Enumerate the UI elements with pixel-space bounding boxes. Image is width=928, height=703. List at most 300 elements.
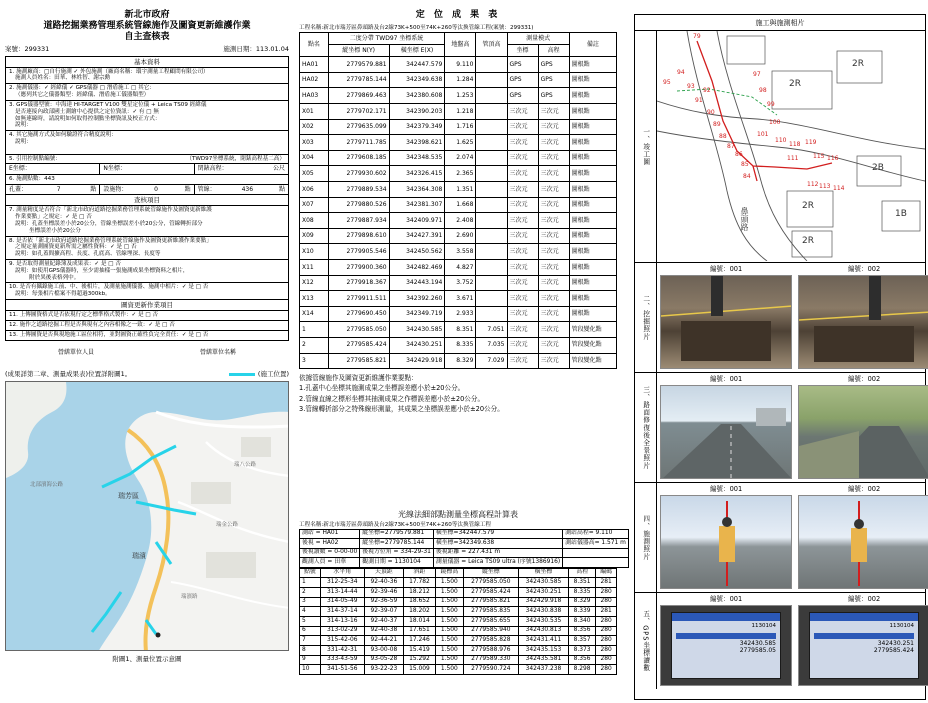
calc-col-d: 斜距: [404, 568, 436, 578]
calc-cell: 3: [300, 597, 321, 607]
position-cell-n: 2779585.050: [328, 322, 389, 338]
photo-cell: [795, 373, 928, 482]
gps-reading-date: 1130104: [751, 623, 776, 629]
position-cell-r: 圖根點: [569, 244, 616, 260]
calc-row: [300, 597, 617, 607]
position-cell-r: 圖根點: [569, 166, 616, 182]
item-9: 9. 是否取得測量紀錄簿及成果表：✓ 是 □ 否 說明：如使用GPS儀器時，至少需抽樣一張施測成果坐標資料之相片， 附於異後表格列中。: [6, 260, 288, 283]
map-label-road4: 瑞八公路: [234, 462, 257, 469]
position-cell-n: 2779900.360: [328, 259, 389, 275]
position-cell-r: 管段變化點: [569, 353, 616, 369]
position-cell-gh: 3.671: [445, 291, 476, 307]
position-cell-th: [476, 119, 507, 135]
calc-cell: 9: [300, 655, 321, 665]
position-cell-e: 342364.308: [389, 181, 445, 197]
calc-col-c: 編碼: [596, 568, 617, 578]
position-cell-id: X12: [300, 275, 329, 291]
photo-cell: [657, 263, 795, 372]
calc-cell: 314-37-14: [320, 607, 364, 617]
position-cell-c: 三次元: [507, 213, 538, 229]
sign-unit: 營繕單位名稱: [199, 348, 236, 356]
calc-row: [300, 607, 617, 617]
position-cell-r: 圖根點: [569, 88, 616, 104]
position-cell-e: 342429.918: [389, 353, 445, 369]
section-excavation-label: 二、挖掘照片: [635, 263, 657, 372]
col-top: 管頂高: [476, 33, 507, 57]
plan-point-number: 89: [713, 121, 721, 128]
calc-cell: 342430.251: [518, 587, 568, 597]
calc-cell: 92-36-59: [364, 597, 403, 607]
project-name: 工程名稱:新北市瑞芳區鼻頭路及台2線73K+500至74K+260等汰換管線工程(案號：299331): [299, 25, 534, 32]
position-cell-th: [476, 244, 507, 260]
calc-cell: 6: [300, 626, 321, 636]
map-caption: (成果詳第二章、測量成果表)位置詳附圖1。: [5, 370, 132, 379]
position-row: [300, 72, 617, 88]
position-cell-e: 342380.608: [389, 88, 445, 104]
case-number: 案號：299331: [5, 45, 50, 54]
position-cell-h: 三次元: [538, 291, 569, 307]
calc-cell: 314-13-16: [320, 616, 364, 626]
section-asbuilt: [635, 31, 925, 263]
position-cell-gh: 2.933: [445, 306, 476, 322]
station-info-cell: 觀測人員 = 田華: [300, 558, 360, 567]
calc-cell: 17.246: [404, 636, 436, 646]
position-cell-c: GPS: [507, 57, 538, 73]
station-info-row: [300, 539, 629, 548]
position-table: [299, 32, 617, 369]
location-map: [5, 381, 289, 651]
station-info-cell: 橫坐標=342447.579: [433, 529, 562, 538]
position-cell-r: 圖根點: [569, 119, 616, 135]
calc-cell: 17.651: [404, 626, 436, 636]
calc-cell: 4: [300, 607, 321, 617]
calc-cell: 342430.585: [518, 578, 568, 588]
position-cell-id: X14: [300, 306, 329, 322]
plan-point-number: 111: [787, 155, 799, 162]
calc-cell: 18.652: [404, 597, 436, 607]
calc-cell: 1.500: [435, 607, 463, 617]
position-row: [300, 213, 617, 229]
calc-cell: 92-40-36: [364, 578, 403, 588]
position-cell-r: 圖根點: [569, 181, 616, 197]
position-cell-th: [476, 57, 507, 73]
station-info-row: [300, 558, 629, 567]
plan-point-number: 85: [741, 161, 749, 168]
calc-row: [300, 636, 617, 646]
calc-cell: 18.212: [404, 587, 436, 597]
position-row: [300, 337, 617, 353]
photo-cell: [795, 263, 928, 372]
item-11: 11. 上傳圖資格式是否依現行定之標準格式製作：✓ 是 □ 否: [6, 311, 288, 321]
position-cell-e: 342409.971: [389, 213, 445, 229]
calc-row: [300, 626, 617, 636]
item-3: 3. GPS儀器型號：中海達 HI-TARGET V100 雙星定位儀 + Leica TS09 經緯儀 是否連接內政部國土測繪中心提供之定位資訊：✓ 有 □ 無 如無連線時，請說明如何取得控制點坐標資訊及校正方式： 說明：: [6, 101, 288, 131]
section-survey-label: 四、施測照片: [635, 483, 657, 592]
plan-point-number: 110: [775, 137, 787, 144]
position-cell-r: 圖根點: [569, 275, 616, 291]
position-cell-th: 7.035: [476, 337, 507, 353]
position-cell-e: 342427.391: [389, 228, 445, 244]
position-cell-e: 342430.585: [389, 322, 445, 338]
position-cell-c: 三次元: [507, 291, 538, 307]
calc-cell: 10: [300, 665, 321, 675]
calc-cell: 93-00-08: [364, 646, 403, 656]
map-label-town: 瑞芳區: [118, 492, 139, 501]
position-cell-id: X04: [300, 150, 329, 166]
plan-point-number: 90: [707, 109, 715, 116]
calc-row: [300, 655, 617, 665]
calc-cell: 280: [596, 636, 617, 646]
position-cell-r: 圖根點: [569, 306, 616, 322]
survey-date: 施測日期：113.01.04: [223, 45, 289, 54]
position-cell-h: 三次元: [538, 353, 569, 369]
calc-row: [300, 587, 617, 597]
plan-label-2b: 2B: [872, 163, 884, 173]
position-cell-n: 2779911.511: [328, 291, 389, 307]
calc-cell: 342431.411: [518, 636, 568, 646]
calc-cell: 1.500: [435, 597, 463, 607]
station-info-table: [299, 529, 629, 568]
photo-panel-title: 施工與施測相片: [635, 15, 925, 31]
position-cell-e: 342390.203: [389, 104, 445, 120]
plan-point-number: 88: [719, 133, 727, 140]
position-cell-c: 三次元: [507, 275, 538, 291]
position-cell-e: 342379.349: [389, 119, 445, 135]
plan-point-number: 119: [805, 139, 817, 146]
station-info-cell: 橫坐標=342349.638: [433, 539, 562, 548]
position-cell-h: 三次元: [538, 104, 569, 120]
position-row: [300, 228, 617, 244]
position-cell-h: 三次元: [538, 197, 569, 213]
calc-cell: 342430.838: [518, 607, 568, 617]
plan-point-number: 91: [695, 97, 703, 104]
calc-col-n: 縱坐標: [463, 568, 518, 578]
map-legend: (施工位置): [229, 370, 289, 378]
position-cell-r: 圖根點: [569, 197, 616, 213]
position-cell-id: X01: [300, 104, 329, 120]
col-id: 點名: [300, 33, 329, 57]
position-cell-e: 342430.251: [389, 337, 445, 353]
position-cell-h: 三次元: [538, 181, 569, 197]
position-cell-c: 三次元: [507, 150, 538, 166]
position-cell-e: 342398.621: [389, 135, 445, 151]
calc-cell: 2779590.724: [463, 665, 518, 675]
item-4: 4. 其它施測方式及如何驗證符合精度說明： 說明：: [6, 131, 288, 154]
gps-reading-date: 1130104: [889, 623, 914, 629]
position-cell-th: [476, 197, 507, 213]
plan-point-number: 114: [833, 185, 845, 192]
position-cell-gh: 8.335: [445, 337, 476, 353]
map-label-road2: 瑞濱路: [181, 594, 198, 601]
position-cell-th: [476, 306, 507, 322]
calc-col-z: 高程: [569, 568, 596, 578]
col-remark: 備註: [569, 33, 616, 57]
position-cell-n: 2779711.785: [328, 135, 389, 151]
calc-cell: 92-44-21: [364, 636, 403, 646]
position-cell-gh: 2.074: [445, 150, 476, 166]
calc-cell: 342429.918: [518, 597, 568, 607]
station-info-cell: [563, 558, 629, 567]
station-info-cell: 後視方位角 = 334-29-31: [360, 548, 434, 557]
station-info-cell: 觀測日期 = 1130104: [360, 558, 434, 567]
calc-cell: 8: [300, 646, 321, 656]
plan-label-2r-d: 2R: [802, 236, 814, 246]
position-cell-c: 三次元: [507, 135, 538, 151]
position-cell-h: 三次元: [538, 135, 569, 151]
position-cell-th: 7.051: [476, 322, 507, 338]
position-cell-n: 2779905.546: [328, 244, 389, 260]
col-mode: 測量模式: [507, 33, 569, 45]
position-cell-h: 三次元: [538, 228, 569, 244]
position-cell-h: 三次元: [538, 166, 569, 182]
calc-cell: 342435.581: [518, 655, 568, 665]
calc-cell: 1.500: [435, 578, 463, 588]
position-cell-h: 三次元: [538, 244, 569, 260]
gps-screen-002: [798, 605, 928, 686]
station-info-cell: 縱坐標=2779579.881: [360, 529, 434, 538]
position-cell-th: [476, 104, 507, 120]
plan-point-number: 118: [789, 141, 801, 148]
calc-row: [300, 665, 617, 675]
restored-photo-001: [660, 385, 792, 479]
position-cell-h: 三次元: [538, 259, 569, 275]
calc-cell: 281: [596, 578, 617, 588]
position-cell-gh: 1.218: [445, 104, 476, 120]
section-restored-label: 三、路面修復後全景照片: [635, 373, 657, 482]
plan-point-number: 101: [757, 131, 769, 138]
plan-point-number: 94: [677, 69, 685, 76]
photo-caption: 編號：002: [847, 265, 881, 273]
form-subtitle: 自主查核表: [124, 31, 170, 42]
calc-cell: 2779585.828: [463, 636, 518, 646]
calc-cell: 342437.238: [518, 665, 568, 675]
calc-cell: 1.500: [435, 655, 463, 665]
position-row: [300, 181, 617, 197]
signature-row: [5, 349, 289, 357]
station-info-cell: 後視讀數 = 0-00-00: [300, 548, 360, 557]
plan-point-number: 116: [827, 155, 839, 162]
position-cell-n: 2779889.534: [328, 181, 389, 197]
section-gps: [635, 593, 925, 689]
plan-point-number: 86: [735, 151, 743, 158]
station-info-cell: [563, 548, 629, 557]
position-cell-n: 2779579.881: [328, 57, 389, 73]
position-row: [300, 275, 617, 291]
position-cell-id: X10: [300, 244, 329, 260]
position-cell-th: 7.029: [476, 353, 507, 369]
position-cell-th: [476, 213, 507, 229]
calc-col-e: 橫坐標: [518, 568, 568, 578]
position-row: [300, 197, 617, 213]
calc-cell: 2779585.050: [463, 578, 518, 588]
plan-label-2r-a: 2R: [789, 79, 801, 89]
position-cell-e: 342443.194: [389, 275, 445, 291]
position-cell-r: 圖根點: [569, 150, 616, 166]
position-cell-th: [476, 181, 507, 197]
position-cell-c: 三次元: [507, 306, 538, 322]
calc-cell: 8.357: [569, 636, 596, 646]
position-cell-h: GPS: [538, 88, 569, 104]
calc-cell: 8.339: [569, 607, 596, 617]
position-cell-th: [476, 228, 507, 244]
position-row: [300, 306, 617, 322]
plan-point-number: 112: [807, 181, 819, 188]
calc-cell: 93-22-23: [364, 665, 403, 675]
position-cell-n: 2779918.367: [328, 275, 389, 291]
gps-reading-n: 2779585.05: [739, 647, 776, 655]
position-cell-id: HA01: [300, 57, 329, 73]
location-map-svg: [6, 382, 289, 651]
col-system: 二度分帶 TWD97 坐標系統: [328, 33, 445, 45]
item-2: 2. 施測儀器：✓ 經緯儀 ✓ GPS儀器 □ 潛盾施工 □ 其它： （應列其它之儀器類型：經緯儀、潛盾施工儀器類型）: [6, 84, 288, 101]
position-cell-h: GPS: [538, 72, 569, 88]
position-cell-h: 三次元: [538, 337, 569, 353]
calc-cell: 92-39-07: [364, 607, 403, 617]
calc-cell: 92-40-37: [364, 616, 403, 626]
photo-caption: 編號：001: [709, 265, 743, 273]
photo-cell: [657, 593, 795, 689]
calc-cell: 333-43-59: [320, 655, 364, 665]
item-8: 8. 是否依「新北市政府道路挖掘業務管理系統管線施作及圖資更新維護作業要點」 之規定量測圖資更新所需之屬性資料：✓ 是 □ 否 說明：如孔蓋間擴高程、長度、孔底高、管線埋深、長度等: [6, 237, 288, 260]
calc-row: [300, 646, 617, 656]
position-cell-gh: 8.351: [445, 322, 476, 338]
calc-cell: 331-42-31: [320, 646, 364, 656]
checklist-form: [5, 56, 289, 341]
position-row: [300, 57, 617, 73]
calc-cell: 280: [596, 665, 617, 675]
position-cell-gh: 8.329: [445, 353, 476, 369]
calc-cell: 280: [596, 616, 617, 626]
position-row: [300, 166, 617, 182]
position-cell-th: [476, 72, 507, 88]
position-cell-h: 三次元: [538, 150, 569, 166]
position-cell-n: 2779635.099: [328, 119, 389, 135]
calc-cell: 341-51-56: [320, 665, 364, 675]
position-cell-c: 三次元: [507, 166, 538, 182]
position-cell-r: 圖根點: [569, 72, 616, 88]
calc-cell: 92-39-46: [364, 587, 403, 597]
photo-cell: [795, 483, 928, 592]
position-cell-n: 2779585.424: [328, 337, 389, 353]
position-cell-c: 三次元: [507, 197, 538, 213]
plan-label-1b: 1B: [895, 209, 907, 219]
calc-cell: 1.500: [435, 626, 463, 636]
position-row: [300, 88, 617, 104]
position-cell-gh: 3.752: [445, 275, 476, 291]
position-cell-e: 342482.469: [389, 259, 445, 275]
position-cell-c: 三次元: [507, 259, 538, 275]
legend-line-icon: [229, 373, 255, 376]
checklist-panel: [5, 10, 289, 700]
calc-cell: 18.014: [404, 616, 436, 626]
station-info-cell: 縱坐標=2779785.144: [360, 539, 434, 548]
position-cell-id: HA02: [300, 72, 329, 88]
plan-point-number: 99: [767, 101, 775, 108]
photo-caption: 編號：002: [847, 375, 881, 383]
position-cell-n: 2779585.821: [328, 353, 389, 369]
calc-cell: 2779585.424: [463, 587, 518, 597]
position-cell-n: 2779785.144: [328, 72, 389, 88]
position-row: [300, 322, 617, 338]
section-excavation: [635, 263, 925, 373]
position-cell-th: [476, 150, 507, 166]
calc-cell: 342435.153: [518, 646, 568, 656]
position-cell-th: [476, 259, 507, 275]
station-info-row: [300, 548, 629, 557]
position-cell-id: 2: [300, 337, 329, 353]
plan-point-number: 98: [759, 87, 767, 94]
position-cell-id: X06: [300, 181, 329, 197]
calc-cell: 2779588.976: [463, 646, 518, 656]
map-footnote: 附圖1、測量位置示意圖: [112, 655, 182, 664]
plan-label-2r-b: 2R: [852, 59, 864, 69]
calc-cell: 8.356: [569, 655, 596, 665]
calc-cell: 8.298: [569, 665, 596, 675]
point-count-row: 孔蓋： 7 點 設施物： 0 點 管線： 436 點: [6, 185, 288, 196]
position-cell-h: 三次元: [538, 322, 569, 338]
gps-reading-e: 342430.251: [877, 639, 914, 647]
gps-reading-n: 2779585.424: [873, 647, 914, 655]
position-cell-gh: 4.827: [445, 259, 476, 275]
position-cell-e: 342450.562: [389, 244, 445, 260]
position-cell-r: 圖根點: [569, 213, 616, 229]
position-cell-id: X03: [300, 135, 329, 151]
position-cell-n: 2779930.602: [328, 166, 389, 182]
station-info-cell: 測站 = HA01: [300, 529, 360, 538]
position-cell-gh: 1.625: [445, 135, 476, 151]
station-info-cell: 測量儀器 = Leica TS09 ultra (序號1386916): [433, 558, 562, 567]
position-row: [300, 244, 617, 260]
map-label-road3: 瑞金公路: [216, 522, 239, 529]
asbuilt-plan: [657, 31, 925, 262]
plan-point-number: 87: [727, 143, 735, 150]
calc-cell: 15.009: [404, 665, 436, 675]
gps-screen-001: [660, 605, 792, 686]
position-cell-gh: 1.668: [445, 197, 476, 213]
map-label-road: 北部濱海公路: [30, 482, 64, 489]
calc-cell: 15.292: [404, 655, 436, 665]
position-row: [300, 104, 617, 120]
position-row: [300, 119, 617, 135]
position-cell-c: 三次元: [507, 244, 538, 260]
calc-cell: 92-40-38: [364, 626, 403, 636]
coordinate-row: E坐標： N坐標： 閉錶高程： 公尺: [6, 164, 288, 175]
plan-point-number: 84: [743, 173, 751, 180]
position-cell-e: 342381.307: [389, 197, 445, 213]
calc-col-no: 點號: [300, 568, 321, 578]
map-caption-row: [5, 370, 289, 378]
position-cell-r: 圖根點: [569, 135, 616, 151]
calc-cell: 17.782: [404, 578, 436, 588]
section-update: 圖資更新作業項目: [6, 300, 288, 311]
photo-cell: [657, 483, 795, 592]
plan-point-number: 95: [663, 79, 671, 86]
form-title: 道路挖掘業務管理系統管線施作及圖資更新維護作業: [43, 20, 251, 31]
position-cell-n: 2779608.185: [328, 150, 389, 166]
position-cell-r: 圖根點: [569, 104, 616, 120]
photo-caption: 編號：001: [709, 375, 743, 383]
position-cell-e: 342326.415: [389, 166, 445, 182]
restored-photo-002: [798, 385, 928, 479]
calc-cell: 1.500: [435, 616, 463, 626]
position-cell-th: [476, 291, 507, 307]
plan-point-number: 92: [703, 87, 711, 94]
results-panel: [299, 10, 626, 700]
spec-notes: 依據管線施作及圖資更新維護作業要點： 1.孔蓋中心坐標其施測成果之坐標誤差應小於±20公分。 2.管線直線之標形坐標其抽測成果之作標誤差應小於±20公分。 3.管線轉折部分之特殊線形測量，其成果之坐標誤差應小於±20公分。: [299, 374, 504, 413]
item-7: 7. 測量精度是否符合「新北市政府道路挖掘業務管理系統管線施作及圖資更新維護 作業要點」之規定：✓ 是 □ 否 說明：孔蓋坐標誤差小於20公分，管線坐標誤差小於20公分，管線轉折部分 坐標誤差小於20公分: [6, 206, 288, 236]
position-cell-id: HA03: [300, 88, 329, 104]
calc-cell: 7: [300, 636, 321, 646]
